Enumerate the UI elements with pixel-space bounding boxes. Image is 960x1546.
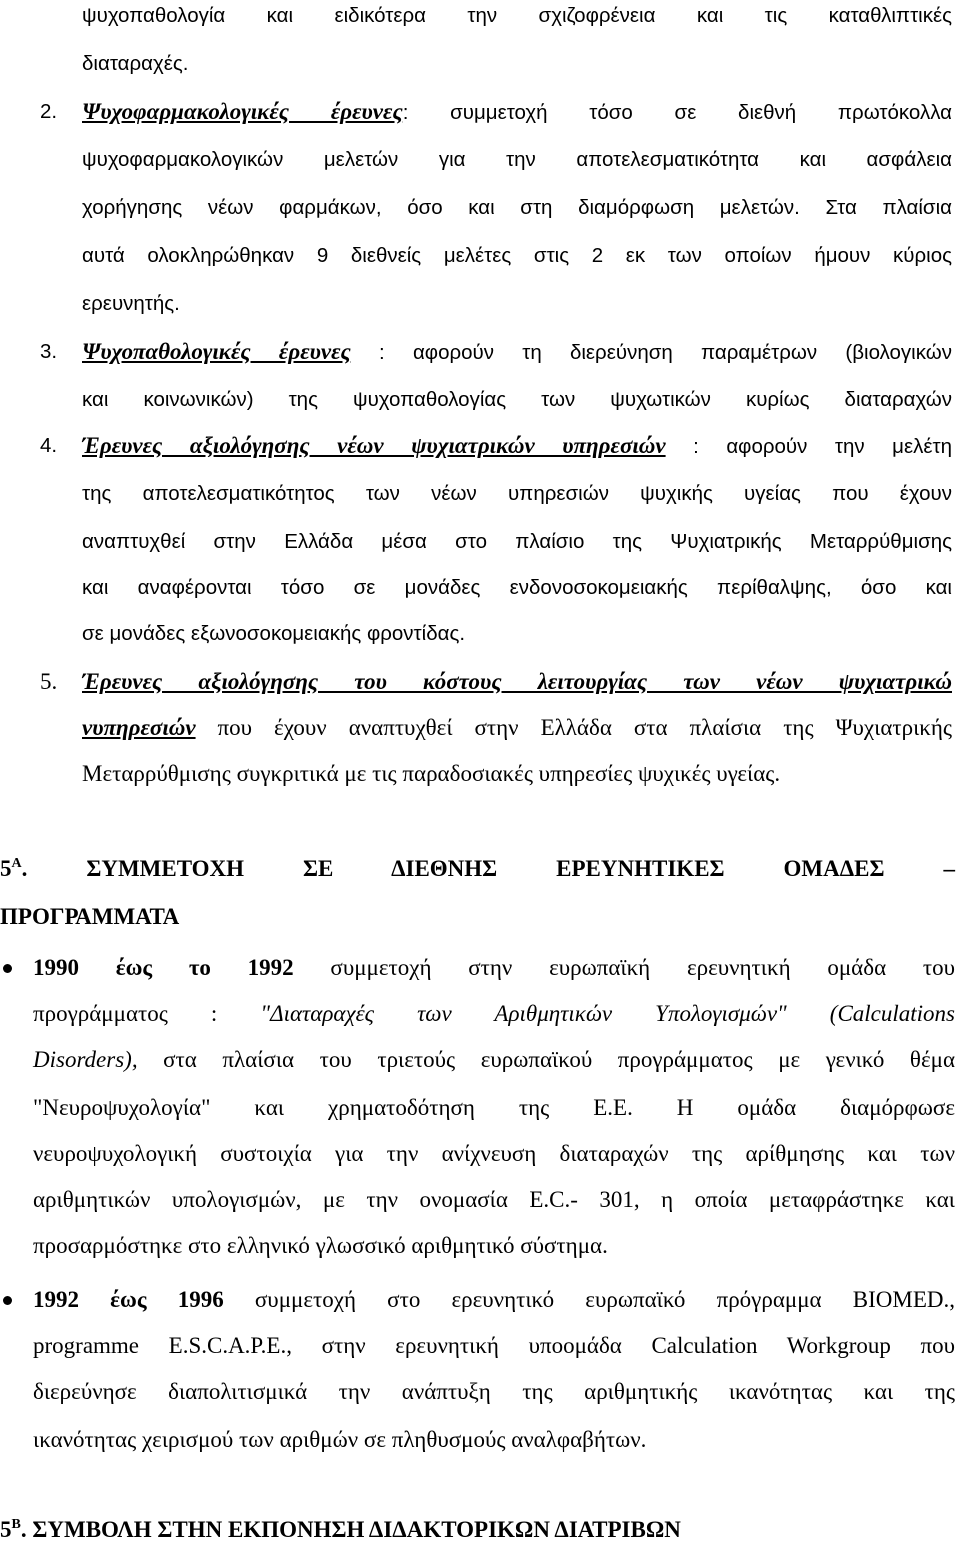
item-5-line-2	[82, 714, 952, 742]
intro-line-1: ψυχοπαθολογία και ειδικότερα την σχιζοφρένεια και τις καταθλιπτικές	[82, 4, 952, 27]
bullet-1-line-4: "Νευροψυχολογία" και χρηματοδότηση της Ε.Ε. Η ομάδα διαμόρφωσε	[33, 1095, 955, 1120]
bullet-2-line-1-rest: συμμετοχή στο ερευνητικό ευρωπαϊκό πρόγραμμα BIOMED.,	[223, 1287, 955, 1312]
bullet-1-line-6: αριθμητικών υπολογισμών, με την ονομασία E.C.- 301, η οποία μεταφράστηκε και	[33, 1187, 955, 1212]
item-4-line-4: και αναφέρονται τόσο σε μονάδες ενδονοσοκομειακής περίθαλψης, όσο και	[82, 576, 952, 599]
bullet-1-line-1-rest: συμμετοχή στην ευρωπαϊκή ερευνητική ομάδα του	[293, 955, 955, 980]
item-2-line-1-rest: : συμμετοχή τόσο σε διεθνή πρωτόκολλα	[402, 101, 952, 124]
item-2-title: Ψυχοφαρμακολογικές έρευνες	[82, 99, 403, 124]
heading-5b	[0, 1516, 681, 1544]
item-5-number: 5.	[40, 669, 58, 694]
bullet-1-line-2-italic: "Διαταραχές των Αριθμητικών Υπολογισμών" (Calculations	[260, 1001, 956, 1026]
item-2-line-5: ερευνητής.	[82, 292, 180, 315]
item-4-line-5: σε μονάδες εξωνοσοκομειακής φροντίδας.	[82, 622, 466, 645]
item-2-line-2: ψυχοφαρμακολογικών μελετών για την αποτελεσματικότητα και ασφάλεια	[82, 148, 952, 171]
bullet-2-line-4: ικανότητας χειρισμού των αριθμών σε πληθυσμούς αναλφαβήτων.	[33, 1427, 647, 1452]
heading-5a-sup: Α	[11, 856, 22, 871]
item-2-line-4: αυτά ολοκληρώθηκαν 9 διεθνείς μελέτες στις 2 εκ των οποίων ήμουν κύριος	[82, 244, 952, 267]
item-2-line-1	[82, 98, 952, 127]
item-2-number: 2.	[40, 100, 58, 123]
bullet-2-line-2: programme E.S.C.A.P.E., στην ερευνητική υποομάδα Calculation Workgroup που	[33, 1333, 955, 1358]
item-3-line-2: και κοινωνικών) της ψυχοπαθολογίας των ψυχωτικών κυρίως διαταραχών	[82, 388, 952, 411]
bullet-2-lead: 1992 έως 1996	[33, 1287, 224, 1312]
item-4-line-1	[82, 432, 952, 461]
heading-5a-line-1	[0, 855, 955, 883]
item-4-title: Έρευνες αξιολόγησης νέων ψυχιατρικών υπηρεσιών	[82, 433, 666, 458]
item-4-line-2: της αποτελεσματικότητος των νέων υπηρεσιών ψυχικής υγείας που έχουν	[82, 482, 952, 505]
heading-5a-text: . ΣΥΜΜΕΤΟΧΗ ΣΕ ΔΙΕΘΝΗΣ ΕΡΕΥΝΗΤΙΚΕΣ ΟΜΑΔΕΣ –	[21, 856, 955, 881]
bullet-1-line-7: προσαρμόστηκε στο ελληνικό γλωσσικό αριθμητικό σύστημα.	[33, 1233, 608, 1258]
bullet-1-line-3-rest: στα πλαίσια του τριετούς ευρωπαϊκού προγράμματος με γενικό θέμα	[137, 1047, 955, 1072]
item-3-line-1-rest: : αφορούν τη διερεύνηση παραμέτρων (βιολογικών	[350, 341, 952, 364]
bullet-2-line-1	[33, 1286, 955, 1314]
item-5-line-2-rest: που έχουν αναπτυχθεί στην Ελλάδα στα πλαίσια της Ψυχιατρικής	[195, 715, 952, 740]
bullet-1-line-3	[33, 1046, 955, 1074]
heading-5b-sup: Β	[11, 1517, 21, 1532]
heading-5b-text: . ΣΥΜΒΟΛΗ ΣΤΗΝ ΕΚΠΟΝΗΣΗ ΔΙΔΑΚΤΟΡΙΚΩΝ ΔΙΑΤΡΙΒΩΝ	[20, 1517, 681, 1542]
bullet-dot-icon	[3, 1296, 12, 1305]
item-4-line-3: αναπτυχθεί στην Ελλάδα μέσα στο πλαίσιο της Ψυχιατρικής Μεταρρύθμισης	[82, 530, 952, 553]
bullet-1-lead: 1990 έως το 1992	[33, 955, 294, 980]
intro-line-2: διαταραχές.	[82, 52, 189, 75]
item-5-line-3: Μεταρρύθμισης συγκριτικά με τις παραδοσιακές υπηρεσίες ψυχικές υγείας.	[82, 761, 781, 786]
bullet-1-line-5: νευροψυχολογική συστοιχία για την ανίχνευση διαταραχών της αρίθμησης και των	[33, 1141, 955, 1166]
heading-5a-line-2: ΠΡΟΓΡΑΜΜΑΤΑ	[0, 904, 180, 929]
item-5-title-line-1: Έρευνες αξιολόγησης του κόστους λειτουργίας των νέων ψυχιατρικώ	[82, 669, 952, 694]
heading-5b-number: 5	[0, 1517, 12, 1542]
item-2-line-3: χορήγησης νέων φαρμάκων, όσο και στη διαμόρφωση μελετών. Στα πλαίσια	[82, 196, 952, 219]
bullet-2-line-3: διερεύνησε διαπολιτισμικά την ανάπτυξη της αριθμητικής ικανότητας και της	[33, 1379, 955, 1404]
item-3-line-1	[82, 338, 952, 367]
heading-5a-number: 5	[0, 856, 12, 881]
bullet-1-line-2-plain: προγράμματος :	[33, 1001, 261, 1026]
item-4-line-1-rest: : αφορούν την μελέτη	[665, 435, 952, 458]
item-5-title-line-2: νυπηρεσιών	[82, 715, 196, 740]
bullet-1-line-1	[33, 954, 955, 982]
bullet-1-line-3-italic: Disorders),	[33, 1047, 138, 1072]
bullet-dot-icon	[3, 964, 12, 973]
item-3-number: 3.	[40, 340, 58, 363]
item-3-title: Ψυχοπαθολογικές έρευνες	[82, 339, 351, 364]
item-4-number: 4.	[40, 434, 58, 457]
bullet-1-line-2	[33, 1000, 955, 1028]
